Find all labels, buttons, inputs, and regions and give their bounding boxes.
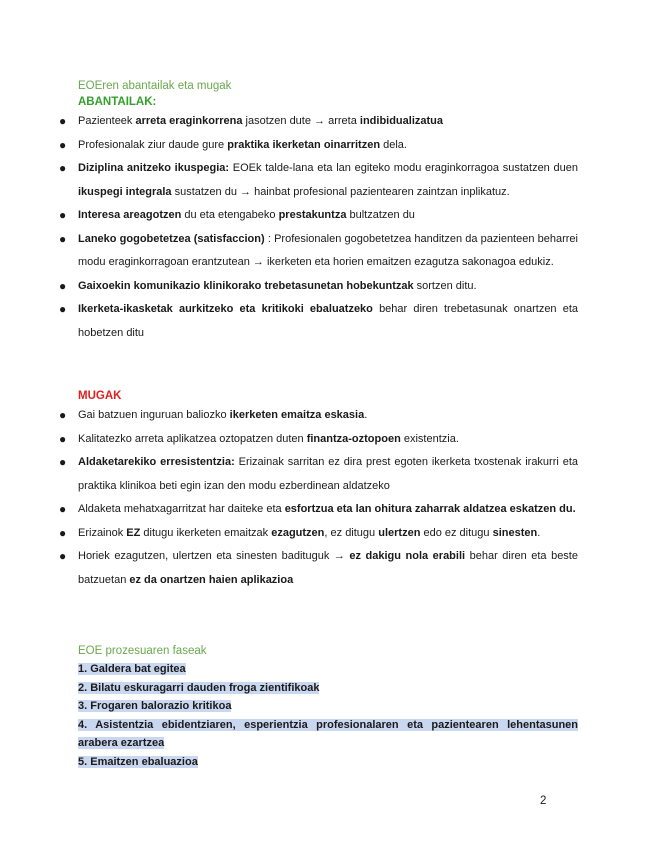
text: sortzen ditu. [413,279,477,292]
text: : Profesionalen gogobetetzea handitzen da pazienteen beharrei modu eraginkorragoan erantzutean → ikerketen eta horien emaitzen ezagutza sakonagoa edukiz. [78,232,578,268]
fase-label: 5. Emaitzen ebaluazioa [78,755,198,768]
bold-text: indibidualizatua [359,115,444,127]
abantailak-item [0,204,655,228]
bullet-icon: ● [59,208,67,222]
bold-text: Ikerketa-ikasketak aurkitzeko eta kritikoki ebaluatzeko [78,303,373,315]
text: . [364,409,368,421]
text: sustatzen du → hainbat profesional pazientearen zaintzan inplikatuz. [171,185,510,198]
text: Aldaketa mehatxagarritzat har daiteke eta [78,503,285,515]
bullet-icon: ● [59,455,67,469]
text: EOEk talde-lana eta lan egiteko modu eraginkorragoa sustatzen duen [229,162,578,174]
text: edo ez ditugu [420,526,493,539]
bold-text: ikerketen emaitza eskasia [229,409,365,421]
fase-label: 1. Galdera bat egitea [78,663,186,675]
fase-label: 3. Frogaren balorazio kritikoa [78,700,232,712]
bullet-icon: ● [59,502,67,516]
bold-text: ez dakigu nola erabili [349,550,466,562]
abantailak-item [0,228,655,275]
fase-item [78,679,578,698]
fase-label: 2. Bilatu eskuragarri dauden froga zientifikoak [78,681,320,694]
bullet-icon: ● [59,278,67,293]
bullet-icon: ● [59,408,67,422]
text: bultzatzen du [346,209,415,221]
bold-text: Laneko gogobetetzea (satisfaccion) [78,232,265,245]
text: du eta etengabeko [181,209,279,221]
bold-text: Aldaketarekiko erresistentzia: [78,456,235,468]
bold-text: ulertzen [378,526,421,539]
abantailak-title: ABANTAILAK: [78,96,157,108]
bold-text: EZ [126,526,141,539]
bold-text: Gaixoekin komunikazio klinikorako trebetasunetan hobekuntzak [78,279,414,292]
text: Erizainok [78,526,127,539]
fase-label: 4. Asistentzia ebidentziaren, esperientzia profesionalaren eta pazientearen lehentasunen arabera ezartzea [78,718,578,749]
text: Horiek ezagutzen, ulertzen eta sinesten badituguk → [78,550,350,562]
fase-item [78,753,578,772]
section-heading: EOEren abantailak eta mugak [78,80,232,92]
bold-text: esfortzua eta lan ohitura zaharrak aldatzea eskatzen du. [284,503,576,515]
mugak-list [0,404,655,592]
text: . [537,526,541,539]
text: existentzia. [400,432,459,445]
mugak-title: MUGAK [78,390,122,402]
text: Erizainak sarritan ez dira prest egoten ikerketa txostenak irakurri eta praktika klinikoa beti egin izan den modu ezberdinean aldatzeko [78,456,578,492]
text: Profesionalak ziur daude gure [78,138,228,151]
bullet-icon: ● [59,431,67,446]
faseak-list [78,660,578,771]
abantailak-item [0,157,655,204]
text: , ez ditugu [324,526,379,539]
bold-text: praktika ikerketan oinarritzen [227,138,381,151]
text: behar diren eta beste batzuetan [78,550,578,586]
text: jasotzen dute → arreta [242,115,360,127]
bullet-icon: ● [59,302,67,316]
text: Pazienteek [78,115,136,127]
bold-text: ez da onartzen haien aplikazioa [129,573,294,586]
abantailak-item [0,134,655,158]
text: Gai batzuen inguruan baliozko [78,409,230,421]
bold-text: finantza-oztopoen [306,432,401,445]
fase-item [78,697,578,716]
abantailak-item [0,110,655,134]
mugak-item [0,451,655,498]
bullet-icon: ● [59,525,67,540]
bullet-icon: ● [59,549,67,563]
text: behar diren trebetasunak onartzen eta hobetzen ditu [78,303,578,339]
bold-text: ikuspegi integrala [78,185,172,198]
bold-text: Interesa areagotzen [78,209,182,221]
page-number: 2 [540,795,547,807]
bold-text: ezagutzen [271,526,325,539]
mugak-item [0,545,655,592]
mugak-item [0,522,655,546]
bullet-icon: ● [59,114,67,128]
bold-text: prestakuntza [278,209,347,221]
bold-text: sinesten [492,526,538,539]
bullet-icon: ● [59,231,67,246]
bullet-icon: ● [59,161,67,175]
fase-item [78,716,578,753]
bold-text: arreta eraginkorrena [135,115,243,127]
faseak-title: EOE prozesuaren faseak [78,645,207,657]
abantailak-item [0,275,655,299]
bullet-icon: ● [59,137,67,152]
mugak-item [0,498,655,522]
abantailak-list [0,110,655,345]
mugak-item [0,404,655,428]
abantailak-item [0,298,655,345]
text: ditugu ikerketen emaitzak [140,526,272,539]
fase-item [78,660,578,679]
text: Kalitatezko arreta aplikatzea oztopatzen duten [78,432,307,445]
text: dela. [380,138,407,151]
bold-text: Diziplina anitzeko ikuspegia: [78,162,230,174]
mugak-item [0,428,655,452]
